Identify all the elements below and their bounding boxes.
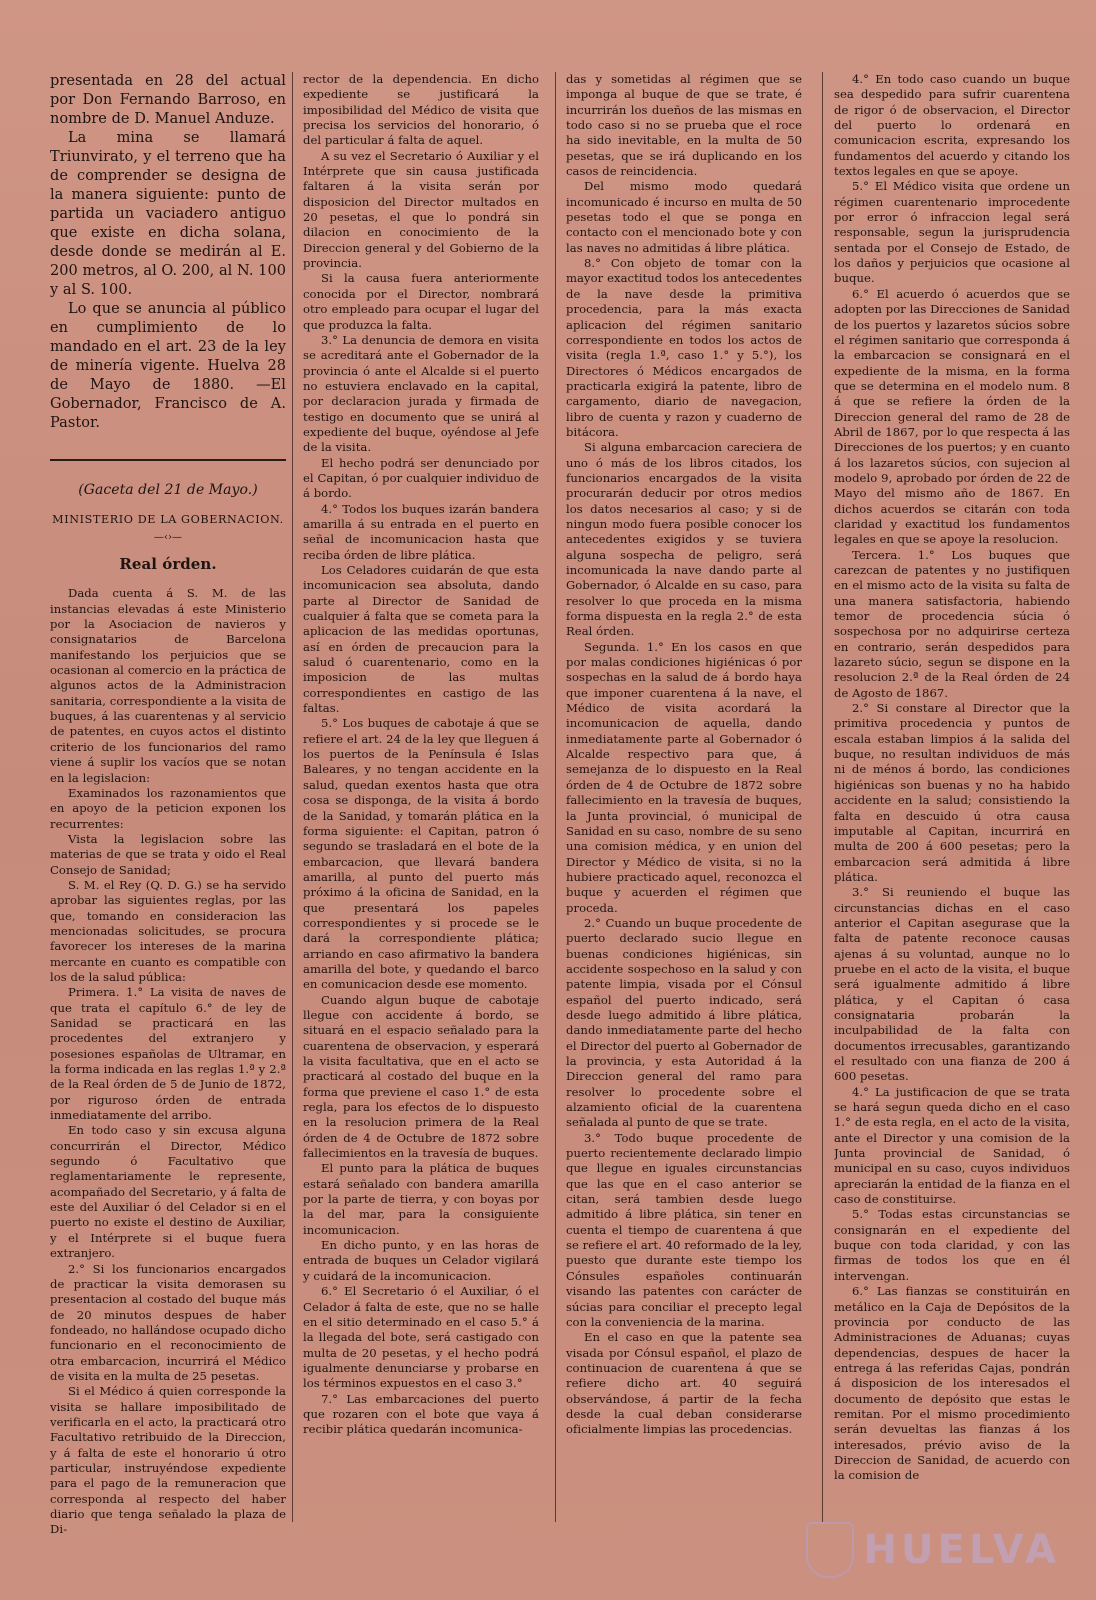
paragraph: Los Celadores cuidarán de que esta incomunicacion sea absoluta, dando parte al Director de Sanidad de cualquier á falta que se cometa para la aplicacion de las medidas oportunas, así en órden de precaucion para la salud ó cuarentenario, como en la imposicion de las multas correspondientes en castigo de las faltas. [303,563,539,716]
paragraph: 6.° El Secretario ó el Auxiliar, ó el Celador á falta de este, que no se halle en el sitio determinado en el caso 5.° á la llegada del bote, será castigado con multa de 20 pesetas, y el hecho podrá igualmente denunciarse y probarse en los términos expuestos en el caso 3.° [303,1284,539,1391]
paragraph: El hecho podrá ser denunciado por el Capitan, ó por cualquier individuo de á bordo. [303,455,539,501]
paragraph: Vista la legislacion sobre las materias de que se trata y oido el Real Consejo de Sanidad; [50,831,286,877]
paragraph: 5.° Todas estas circunstancias se consignarán en el expediente del buque con toda claridad, y con las firmas de todos los que en él intervengan. [834,1207,1070,1283]
ministry-heading: MINISTERIO DE LA GOBERNACION. [52,513,284,527]
governor-notice: Lo que se anuncia al público en cumplimiento de lo mandado en el art. 23 de la ley de minería vigente. Huelva 28 de Mayo de 1880. —El Gobernador, Francisco de A. Pastor. [50,301,286,431]
paragraph: Segunda. 1.° En los casos en que por malas condiciones higiénicas ó por sospechas en la salud de á bordo haya que imponer cuarentena á la nave, el Médico de visita acordará la incomunicacion de aquella, dando inmediatamente parte al Gobernador ó Alcalde respectivo para que, á semejanza de lo dispuesto en la Real órden de 4 de Octubre de 1872 sobre fallecimiento en la travesía de buques, la Junta provincial, ó municipal de Sanidad en su caso, nombre de su seno una comision médica, y en union del Director y Médico de visita, si no la hubiere practicado aquel, reconozca el buque y acuerden el régimen que proceda. [566,639,802,915]
mine-notice-text: La mina se llamará Triunvirato, y el terreno que ha de comprender se designa de la manera siguiente: punto de partida un vaciadero antiguo que existe en dicha solana, desde donde se medirán al E. 200 metros, al O. 200, al N. 100 y al S. 100. [50,130,286,298]
gaceta-heading: (Gaceta del 21 de Mayo.) [78,482,258,498]
column-divider [822,72,823,1522]
paragraph: En todo caso y sin excusa alguna concurrirán el Director, Médico segundo ó Facultativo que reglamentariamente le represente, acompañado del Secretario, y á falta de este del Auxiliar ó del Celador si en el puerto no existe el destino de Auxiliar, y el Intérprete si el buque fuera extranjero. [50,1123,286,1261]
paragraph: 4.° Todos los buques izarán bandera amarilla á su entrada en el puerto en señal de incomunicacion hasta que reciba órden de libre plática. [303,501,539,562]
column-2 [303,72,539,1572]
paragraph: 6.° Las fianzas se constituirán en metálico en la Caja de Depósitos de la provincia por conducto de las Administraciones de Aduanas; cuyas dependencias, despues de hacer la entrega á las referidas Cajas, pondrán á disposicion de los interesados el documento de depósito que estas le remitan. Por el mismo procedimiento serán devueltas las fianzas á los interesados, prévio aviso de la Direccion de Sanidad, de acuerdo con la comision de [834,1284,1070,1483]
section-rule [50,459,286,461]
paragraph: S. M. el Rey (Q. D. G.) se ha servido aprobar las siguientes reglas, por las que, tomando en consideracion las mencionadas solicitudes, se procura favorecer los intereses de la marina mercante en cuanto es compatible con los de la salud pública: [50,877,286,984]
paragraph: das y sometidas al régimen que se imponga al buque de que se trate, é incurrirán los dueños de las mismas en todo caso si no se prueba que el roce ha sido inevitable, en la multa de 50 pesetas, que se irá duplicando en los casos de reincidencia. [566,72,802,179]
paragraph: 4.° La justificacion de que se trata se hará segun queda dicho en el caso 1.° de esta regla, en el acto de la visita, ante el Director y una comision de la Junta provincial de Sanidad, ó municipal en su caso, cuyos individuos apreciarán la entidad de la fianza en el caso de constituirse. [834,1084,1070,1207]
paragraph: 5.° Los buques de cabotaje á que se refiere el art. 24 de la ley que lleguen á los puertos de la Península é Islas Baleares, y no tengan accidente en la salud, quedan exentos hasta que otra cosa se disponga, de la visita á bordo de la Sanidad, y tomarán plática en la forma siguiente: el Capitan, patron ó segundo se trasladará en el bote de la embarcacion, que llevará bandera amarilla, al punto del puerto más próximo á la oficina de Sanidad, en la que presentará los papeles correspondientes y si procede se le dará la correspondiente plática; arriando en caso afirmativo la bandera amarilla del bote, y quedando el barco en comunicacion desde ese momento. [303,716,539,992]
paragraph: 2.° Si constare al Director que la primitiva procedencia y puntos de escala estaban limpios á la salida del buque, no resultan individuos de más ni de ménos á bordo, las condiciones higiénicas son buenas y no ha habido accidente en la salud; consistiendo la falta en descuido ú otra causa imputable al Capitan, incurrirá en multa de 200 á 600 pesetas; pero la embarcacion será admitida á libre plática. [834,701,1070,884]
shield-icon [806,1522,854,1578]
paragraph: 6.° El acuerdo ó acuerdos que se adopten por las Direcciones de Sanidad de los puertos y lazaretos súcios sobre el régimen sanitario que corresponda á la embarcacion se consignará en el expediente de la misma, en la forma que se determina en el modelo num. 8 á que se refiere la órden de la Direccion general del ramo de 28 de Abril de 1867, por lo que respecta á las Direcciones de los puertos; y en cuanto á los lazaretos súcios, con sujecion al modelo 9, aprobado por órden de 22 de Mayo del mismo año de 1867. En dichos acuerdos se citarán con toda claridad y exactitud los fundamentos legales en que se apoye la resolucion. [834,286,1070,547]
paragraph: En dicho punto, y en las horas de entrada de buques un Celador vigilará y cuidará de la incomunicacion. [303,1238,539,1283]
paragraph: Primera. 1.° La visita de naves de que trata el capítulo 6.° de ley de Sanidad se practicará en las procedentes del extranjero y posesiones españolas de Ultramar, en la forma indicada en las reglas 1.ª y 2.ª de la Real órden de 5 de Junio de 1872, por riguroso órden de entrada inmediatamente del arribo. [50,985,286,1123]
paragraph: 5.° El Médico visita que ordene un régimen cuarentenario improcedente por error ó infraccion legal será responsable, segun la jurisprudencia sentada por el Consejo de Estado, de los daños y perjuicios que ocasione al buque. [834,179,1070,286]
column-4 [834,72,1070,1572]
paragraph: rector de la dependencia. En dicho expediente se justificará la imposibilidad del Médico de visita que precisa los servicios del honorario, ó del particular á falta de aquel. [303,72,539,148]
paragraph: A su vez el Secretario ó Auxiliar y el Intérprete que sin causa justificada faltaren á la visita serán por disposicion del Director multados en 20 pesetas, el que lo pondrá sin dilacion en conocimiento de la Direccion general y del Gobierno de la provincia. [303,148,539,271]
paragraph: 7.° Las embarcaciones del puerto que rozaren con el bote que vaya á recibir plática quedarán incomunica- [303,1391,539,1437]
ornament: —‹›— [153,531,183,543]
mine-notice-text: presentada en 28 del actual por Don Fernando Barroso, en nombre de D. Manuel Anduze. [50,73,286,127]
paragraph: 3.° Todo buque procedente de puerto recientemente declarado limpio que llegue en iguales circunstancias que las que en el caso anterior se citan, será tambien desde luego admitido á libre plática, sin tener en cuenta el tiempo de cuarentena á que se refiere el art. 40 reformado de la ley, puesto que durante este tiempo los Cónsules españoles continuarán visando las patentes con carácter de súcias para conciliar el precepto legal con la conveniencia de la marina. [566,1130,802,1329]
column-divider [555,72,556,1522]
column-divider [292,72,293,1522]
archive-watermark [800,1510,1060,1590]
paragraph: Tercera. 1.° Los buques que carezcan de patentes y no justifiquen en el mismo acto de la visita su falta de una manera satisfactoria, habiendo temor de procedencia súcia ó sospechosa por no adquirirse certeza en contrario, serán despedidos para lazareto súcio, segun se dispone en la resolucion 2.ª de la Real órden de 24 de Agosto de 1867. [834,547,1070,700]
paragraph: 4.° En todo caso cuando un buque sea despedido para sufrir cuarentena de rigor ó de observacion, el Director del puerto lo ordenará en comunicacion escrita, expresando los fundamentos del acuerdo y citando los textos legales en que se apoye. [834,72,1070,179]
paragraph: 2.° Si los funcionarios encargados de practicar la visita demorasen su presentacion al costado del buque más de 20 minutos despues de haber fondeado, no hallándose ocupado dicho funcionario en el reconocimiento de otra embarcacion, incurrirá el Médico de visita en la multa de 25 pesetas. [50,1261,286,1383]
paragraph: 3.° Si reuniendo el buque las circunstancias dichas en el caso anterior el Capitan asegurase que la falta de patente reconoce causas ajenas á su voluntad, aunque no lo pruebe en el acto de la visita, el buque será igualmente admitido á libre plática, y el Capitan ó casa consignataria probarán la inculpabilidad de la falta con documentos irrecusables, garantizando el resultado con una fianza de 200 á 600 pesetas. [834,885,1070,1084]
paragraph: Del mismo modo quedará incomunicado é incurso en multa de 50 pesetas todo el que se ponga en contacto con el mencionado bote y con las naves no admitidas á libre plática. [566,179,802,255]
paragraph: El punto para la plática de buques estará señalado con bandera amarilla por la parte de tierra, y con boyas por la del mar, para la consiguiente incomunicacion. [303,1161,539,1237]
real-orden-heading: Real órden. [119,555,217,574]
column-3 [566,72,802,1572]
paragraph: Examinados los razonamientos que en apoyo de la peticion exponen los recurrentes: [50,785,286,831]
paragraph: 8.° Con objeto de tomar con la mayor exactitud todos los antecedentes de la nave desde la primitiva procedencia, para la más exacta aplicacion del régimen sanitario correspondiente en todos los actos de visita (regla 1.ª, caso 1.° y 5.°), los Directores ó Médicos encargados de practicarla exigirá la patente, libro de cargamento, diario de navegacion, libro de cuenta y razon y cuaderno de bitácora. [566,256,802,439]
paragraph: Si el Médico á quien corresponde la visita se hallare imposibilitado de verificarla en el acto, la practicará otro Facultativo retribuido de la Direccion, y á falta de este el honorario ú otro particular, instruyéndose expediente para el pago de la remuneracion que corresponda al respecto del haber diario que tenga señalado la plaza de Di- [50,1384,286,1537]
paragraph: 2.° Cuando un buque procedente de puerto declarado sucio llegue en buenas condiciones higiénicas, sin accidente sospechoso en la salud y con patente limpia, visada por el Cónsul español del puerto indicado, será desde luego admitido á libre plática, dando inmediatamente parte del hecho el Director del puerto al Gobernador de la provincia, y esta Autoridad á la Direccion general del ramo para resolver lo procedente sobre el alzamiento oficial de la cuarentena señalada al punto de que se trate. [566,915,802,1130]
paragraph: Cuando algun buque de cabotaje llegue con accidente á bordo, se situará en el espacio señalado para la cuarentena de observacion, y esperará la visita facultativa, que en el acto se practicará al costado del buque en la forma que previene el caso 1.° de esta regla, para los efectos de lo dispuesto en la resolucion primera de la Real órden de 4 de Octubre de 1872 sobre fallecimientos en la travesía de buques. [303,992,539,1161]
paragraph: En el caso en que la patente sea visada por Cónsul español, el plazo de continuacion de cuarentena á que se refiere dicho art. 40 seguirá observándose, á partir de la fecha desde la cual deban considerarse oficialmente limpias las procedencias. [566,1330,802,1437]
paragraph: Dada cuenta á S. M. de las instancias elevadas á este Ministerio por la Asociacion de navieros y consignatarios de Barcelona manifestando los perjuicios que se ocasionan al comercio en la práctica de algunos actos de la Administracion sanitaria, correspondiente a la visita de buques, á las cuarentenas y al servicio de patentes, en cuyos actos el distinto criterio de los funcionarios del ramo viene á suplir los vacíos que se notan en la legislacion: [50,586,286,785]
paragraph: 3.° La denuncia de demora en visita se acreditará ante el Gobernador de la provincia ó ante el Alcalde si el puerto no estuviera enclavado en la capital, por declaracion jurada y firmada de testigo en documento que se unirá al expediente del buque, oyéndose al Jefe de la visita. [303,332,539,455]
watermark-text: HUELVA [863,1527,1060,1573]
paragraph: Si alguna embarcacion careciera de uno ó más de los libros citados, los funcionarios encargados de la visita procurarán deducir por otros medios los datos necesarios al caso; y si de ningun modo fuera posible conocer los antecedentes exigidos y se tuviera alguna sospecha de peligro, será incomunicada la nave dando parte al Gobernador, ó Alcalde en su caso, para resolver lo que proceda en la misma forma dispuesta en la regla 2.° de esta Real órden. [566,440,802,639]
column-1 [50,72,286,1572]
paragraph: Si la causa fuera anteriormente conocida por el Director, nombrará otro empleado para ocupar el lugar del que produzca la falta. [303,271,539,332]
